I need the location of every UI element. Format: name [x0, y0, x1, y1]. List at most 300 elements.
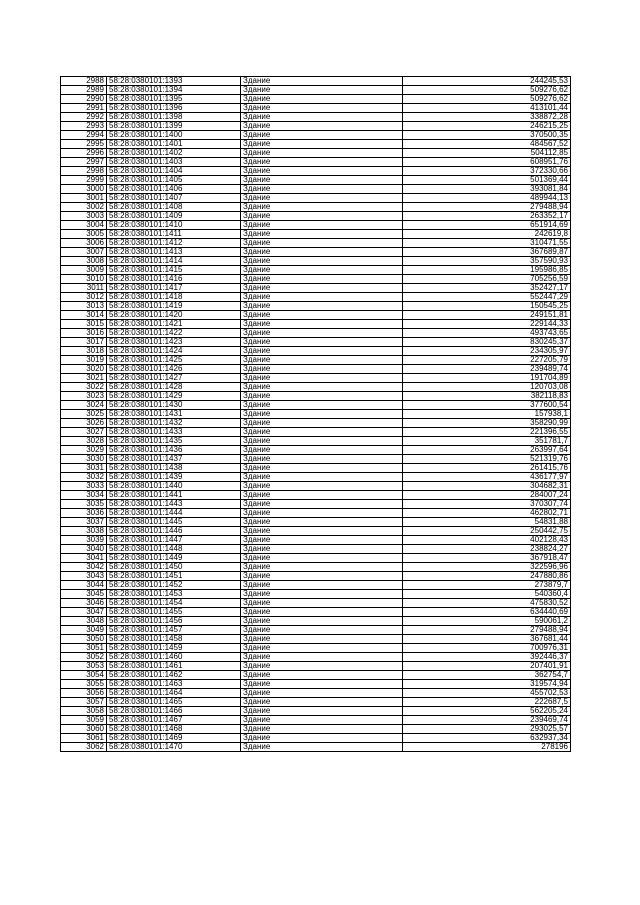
row-number-cell: 2989 — [61, 86, 107, 95]
object-type-cell: Здание — [241, 392, 403, 401]
cadastral-number-cell: 58:28:0380101:1466 — [107, 707, 241, 716]
cadastral-number-cell: 58:28:0380101:1449 — [107, 554, 241, 563]
cadastral-value-cell: 54831,88 — [403, 518, 571, 527]
row-number-cell: 3047 — [61, 608, 107, 617]
object-type-cell: Здание — [241, 77, 403, 86]
object-type-cell: Здание — [241, 284, 403, 293]
object-type-cell: Здание — [241, 410, 403, 419]
row-number-cell: 3040 — [61, 545, 107, 554]
table-row — [61, 644, 571, 653]
cadastral-number-cell: 58:28:0380101:1462 — [107, 671, 241, 680]
cadastral-value-cell: 157938,1 — [403, 410, 571, 419]
object-type-cell: Здание — [241, 563, 403, 572]
table-row — [61, 518, 571, 527]
table-row — [61, 320, 571, 329]
cadastral-value-cell: 504112,85 — [403, 149, 571, 158]
row-number-cell: 3012 — [61, 293, 107, 302]
row-number-cell: 3017 — [61, 338, 107, 347]
table-row — [61, 329, 571, 338]
row-number-cell: 3002 — [61, 203, 107, 212]
row-number-cell: 3031 — [61, 464, 107, 473]
row-number-cell: 3045 — [61, 590, 107, 599]
object-type-cell: Здание — [241, 86, 403, 95]
cadastral-value-cell: 489944,13 — [403, 194, 571, 203]
row-number-cell: 2998 — [61, 167, 107, 176]
table-row — [61, 698, 571, 707]
cadastral-number-cell: 58:28:0380101:1416 — [107, 275, 241, 284]
cadastral-number-cell: 58:28:0380101:1399 — [107, 122, 241, 131]
cadastral-number-cell: 58:28:0380101:1429 — [107, 392, 241, 401]
cadastral-number-cell: 58:28:0380101:1415 — [107, 266, 241, 275]
row-number-cell: 3009 — [61, 266, 107, 275]
object-type-cell: Здание — [241, 581, 403, 590]
table-row — [61, 716, 571, 725]
table-row — [61, 491, 571, 500]
table-row — [61, 689, 571, 698]
cadastral-number-cell: 58:28:0380101:1408 — [107, 203, 241, 212]
cadastral-number-cell: 58:28:0380101:1439 — [107, 473, 241, 482]
cadastral-value-cell: 246215,25 — [403, 122, 571, 131]
row-number-cell: 3011 — [61, 284, 107, 293]
table-row — [61, 122, 571, 131]
object-type-cell: Здание — [241, 437, 403, 446]
cadastral-number-cell: 58:28:0380101:1458 — [107, 635, 241, 644]
cadastral-value-cell: 357590,93 — [403, 257, 571, 266]
table-row — [61, 221, 571, 230]
cadastral-value-cell: 377600,54 — [403, 401, 571, 410]
cadastral-value-cell: 705256,59 — [403, 275, 571, 284]
table-row — [61, 572, 571, 581]
table-row — [61, 392, 571, 401]
cadastral-value-cell: 242619,8 — [403, 230, 571, 239]
cadastral-value-cell: 239489,74 — [403, 365, 571, 374]
cadastral-number-cell: 58:28:0380101:1437 — [107, 455, 241, 464]
cadastral-number-cell: 58:28:0380101:1403 — [107, 158, 241, 167]
cadastral-value-cell: 191704,89 — [403, 374, 571, 383]
cadastral-value-cell: 830245,37 — [403, 338, 571, 347]
table-row — [61, 365, 571, 374]
cadastral-value-cell: 250442,75 — [403, 527, 571, 536]
table-row — [61, 356, 571, 365]
table-row — [61, 554, 571, 563]
object-type-cell: Здание — [241, 185, 403, 194]
table-row — [61, 86, 571, 95]
object-type-cell: Здание — [241, 473, 403, 482]
table-row — [61, 707, 571, 716]
cadastral-number-cell: 58:28:0380101:1464 — [107, 689, 241, 698]
cadastral-number-cell: 58:28:0380101:1432 — [107, 419, 241, 428]
cadastral-value-cell: 370307,74 — [403, 500, 571, 509]
object-type-cell: Здание — [241, 518, 403, 527]
object-type-cell: Здание — [241, 689, 403, 698]
object-type-cell: Здание — [241, 680, 403, 689]
cadastral-number-cell: 58:28:0380101:1401 — [107, 140, 241, 149]
cadastral-value-cell: 484567,52 — [403, 140, 571, 149]
table-row — [61, 608, 571, 617]
cadastral-value-cell: 590061,2 — [403, 617, 571, 626]
row-number-cell: 3018 — [61, 347, 107, 356]
cadastral-number-cell: 58:28:0380101:1428 — [107, 383, 241, 392]
table-row — [61, 500, 571, 509]
object-type-cell: Здание — [241, 293, 403, 302]
row-number-cell: 3001 — [61, 194, 107, 203]
cadastral-number-cell: 58:28:0380101:1406 — [107, 185, 241, 194]
cadastral-value-cell: 367681,44 — [403, 635, 571, 644]
row-number-cell: 3057 — [61, 698, 107, 707]
object-type-cell: Здание — [241, 95, 403, 104]
table-row — [61, 590, 571, 599]
cadastral-number-cell: 58:28:0380101:1438 — [107, 464, 241, 473]
cadastral-value-cell: 229144,33 — [403, 320, 571, 329]
object-type-cell: Здание — [241, 455, 403, 464]
table-row — [61, 419, 571, 428]
row-number-cell: 3023 — [61, 392, 107, 401]
object-type-cell: Здание — [241, 194, 403, 203]
cadastral-number-cell: 58:28:0380101:1435 — [107, 437, 241, 446]
cadastral-number-cell: 58:28:0380101:1431 — [107, 410, 241, 419]
object-type-cell: Здание — [241, 635, 403, 644]
row-number-cell: 3062 — [61, 743, 107, 752]
table-row — [61, 194, 571, 203]
table-row — [61, 149, 571, 158]
cadastral-value-cell: 227205,79 — [403, 356, 571, 365]
row-number-cell: 3058 — [61, 707, 107, 716]
row-number-cell: 3046 — [61, 599, 107, 608]
table-row — [61, 446, 571, 455]
cadastral-value-cell: 221396,55 — [403, 428, 571, 437]
cadastral-number-cell: 58:28:0380101:1441 — [107, 491, 241, 500]
row-number-cell: 3013 — [61, 302, 107, 311]
table-row — [61, 455, 571, 464]
cadastral-number-cell: 58:28:0380101:1445 — [107, 518, 241, 527]
cadastral-number-cell: 58:28:0380101:1470 — [107, 743, 241, 752]
cadastral-number-cell: 58:28:0380101:1467 — [107, 716, 241, 725]
row-number-cell: 3005 — [61, 230, 107, 239]
cadastral-number-cell: 58:28:0380101:1394 — [107, 86, 241, 95]
table-row — [61, 401, 571, 410]
cadastral-value-cell: 362754,7 — [403, 671, 571, 680]
row-number-cell: 3050 — [61, 635, 107, 644]
cadastral-number-cell: 58:28:0380101:1457 — [107, 626, 241, 635]
table-row — [61, 653, 571, 662]
cadastral-number-cell: 58:28:0380101:1396 — [107, 104, 241, 113]
row-number-cell: 3010 — [61, 275, 107, 284]
table-row — [61, 437, 571, 446]
table-row — [61, 662, 571, 671]
row-number-cell: 3061 — [61, 734, 107, 743]
object-type-cell: Здание — [241, 329, 403, 338]
cadastral-number-cell: 58:28:0380101:1448 — [107, 545, 241, 554]
cadastral-number-cell: 58:28:0380101:1459 — [107, 644, 241, 653]
cadastral-value-cell: 552447,29 — [403, 293, 571, 302]
cadastral-number-cell: 58:28:0380101:1423 — [107, 338, 241, 347]
cadastral-number-cell: 58:28:0380101:1422 — [107, 329, 241, 338]
cadastral-number-cell: 58:28:0380101:1433 — [107, 428, 241, 437]
object-type-cell: Здание — [241, 572, 403, 581]
object-type-cell: Здание — [241, 302, 403, 311]
row-number-cell: 3007 — [61, 248, 107, 257]
cadastral-value-cell: 462802,71 — [403, 509, 571, 518]
cadastral-value-cell: 436177,97 — [403, 473, 571, 482]
row-number-cell: 3028 — [61, 437, 107, 446]
table-row — [61, 95, 571, 104]
row-number-cell: 3035 — [61, 500, 107, 509]
row-number-cell: 3020 — [61, 365, 107, 374]
table-row — [61, 635, 571, 644]
table-row — [61, 104, 571, 113]
object-type-cell: Здание — [241, 230, 403, 239]
cadastral-number-cell: 58:28:0380101:1409 — [107, 212, 241, 221]
object-type-cell: Здание — [241, 644, 403, 653]
cadastral-number-cell: 58:28:0380101:1469 — [107, 734, 241, 743]
object-type-cell: Здание — [241, 131, 403, 140]
cadastral-value-cell: 370500,35 — [403, 131, 571, 140]
cadastral-value-cell: 562205,24 — [403, 707, 571, 716]
row-number-cell: 3053 — [61, 662, 107, 671]
row-number-cell: 3052 — [61, 653, 107, 662]
cadastral-number-cell: 58:28:0380101:1413 — [107, 248, 241, 257]
cadastral-number-cell: 58:28:0380101:1400 — [107, 131, 241, 140]
row-number-cell: 2993 — [61, 122, 107, 131]
object-type-cell: Здание — [241, 338, 403, 347]
table-row — [61, 599, 571, 608]
cadastral-number-cell: 58:28:0380101:1404 — [107, 167, 241, 176]
cadastral-value-cell: 234305,97 — [403, 347, 571, 356]
table-row — [61, 464, 571, 473]
row-number-cell: 3043 — [61, 572, 107, 581]
object-type-cell: Здание — [241, 554, 403, 563]
cadastral-value-cell: 322596,96 — [403, 563, 571, 572]
table-row — [61, 743, 571, 752]
row-number-cell: 3060 — [61, 725, 107, 734]
table-row — [61, 581, 571, 590]
object-type-cell: Здание — [241, 257, 403, 266]
table-row — [61, 374, 571, 383]
object-type-cell: Здание — [241, 464, 403, 473]
object-type-cell: Здание — [241, 212, 403, 221]
row-number-cell: 2991 — [61, 104, 107, 113]
cadastral-number-cell: 58:28:0380101:1421 — [107, 320, 241, 329]
cadastral-number-cell: 58:28:0380101:1446 — [107, 527, 241, 536]
cadastral-number-cell: 58:28:0380101:1402 — [107, 149, 241, 158]
table-row — [61, 473, 571, 482]
table-row — [61, 275, 571, 284]
cadastral-value-cell: 319574,94 — [403, 680, 571, 689]
cadastral-value-cell: 608951,76 — [403, 158, 571, 167]
cadastral-value-cell: 249151,81 — [403, 311, 571, 320]
cadastral-value-cell: 278196 — [403, 743, 571, 752]
row-number-cell: 2994 — [61, 131, 107, 140]
cadastral-number-cell: 58:28:0380101:1417 — [107, 284, 241, 293]
cadastral-value-cell: 455702,53 — [403, 689, 571, 698]
table-row — [61, 545, 571, 554]
row-number-cell: 3039 — [61, 536, 107, 545]
cadastral-value-cell: 150545,25 — [403, 302, 571, 311]
cadastral-value-cell: 279488,94 — [403, 203, 571, 212]
cadastral-value-cell: 222687,5 — [403, 698, 571, 707]
table-row — [61, 140, 571, 149]
cadastral-value-cell: 382118,83 — [403, 392, 571, 401]
row-number-cell: 3026 — [61, 419, 107, 428]
object-type-cell: Здание — [241, 158, 403, 167]
cadastral-value-cell: 338872,28 — [403, 113, 571, 122]
cadastral-number-cell: 58:28:0380101:1427 — [107, 374, 241, 383]
cadastral-value-cell: 238824,27 — [403, 545, 571, 554]
registry-table-body — [61, 77, 571, 752]
object-type-cell: Здание — [241, 671, 403, 680]
row-number-cell: 3048 — [61, 617, 107, 626]
cadastral-number-cell: 58:28:0380101:1444 — [107, 509, 241, 518]
cadastral-value-cell: 413101,44 — [403, 104, 571, 113]
cadastral-number-cell: 58:28:0380101:1395 — [107, 95, 241, 104]
row-number-cell: 3008 — [61, 257, 107, 266]
row-number-cell: 3021 — [61, 374, 107, 383]
object-type-cell: Здание — [241, 716, 403, 725]
row-number-cell: 2990 — [61, 95, 107, 104]
cadastral-number-cell: 58:28:0380101:1412 — [107, 239, 241, 248]
table-row — [61, 428, 571, 437]
object-type-cell: Здание — [241, 491, 403, 500]
object-type-cell: Здание — [241, 482, 403, 491]
cadastral-value-cell: 501369,44 — [403, 176, 571, 185]
object-type-cell: Здание — [241, 626, 403, 635]
cadastral-value-cell: 651914,69 — [403, 221, 571, 230]
cadastral-value-cell: 351781,7 — [403, 437, 571, 446]
table-row — [61, 176, 571, 185]
table-row — [61, 167, 571, 176]
cadastral-value-cell: 632937,34 — [403, 734, 571, 743]
object-type-cell: Здание — [241, 365, 403, 374]
table-row — [61, 248, 571, 257]
object-type-cell: Здание — [241, 374, 403, 383]
row-number-cell: 3014 — [61, 311, 107, 320]
cadastral-number-cell: 58:28:0380101:1463 — [107, 680, 241, 689]
cadastral-value-cell: 634440,69 — [403, 608, 571, 617]
cadastral-number-cell: 58:28:0380101:1443 — [107, 500, 241, 509]
cadastral-value-cell: 509276,62 — [403, 86, 571, 95]
row-number-cell: 3056 — [61, 689, 107, 698]
row-number-cell: 3041 — [61, 554, 107, 563]
row-number-cell: 3024 — [61, 401, 107, 410]
table-row — [61, 113, 571, 122]
object-type-cell: Здание — [241, 383, 403, 392]
cadastral-number-cell: 58:28:0380101:1424 — [107, 347, 241, 356]
table-row — [61, 266, 571, 275]
table-row — [61, 239, 571, 248]
cadastral-value-cell: 367918,47 — [403, 554, 571, 563]
cadastral-value-cell: 284007,24 — [403, 491, 571, 500]
cadastral-number-cell: 58:28:0380101:1454 — [107, 599, 241, 608]
table-row — [61, 617, 571, 626]
cadastral-value-cell: 244245,53 — [403, 77, 571, 86]
object-type-cell: Здание — [241, 401, 403, 410]
row-number-cell: 3059 — [61, 716, 107, 725]
row-number-cell: 2999 — [61, 176, 107, 185]
row-number-cell: 3037 — [61, 518, 107, 527]
cadastral-value-cell: 293025,57 — [403, 725, 571, 734]
table-row — [61, 131, 571, 140]
object-type-cell: Здание — [241, 500, 403, 509]
row-number-cell: 3038 — [61, 527, 107, 536]
table-row — [61, 734, 571, 743]
row-number-cell: 3015 — [61, 320, 107, 329]
table-row — [61, 725, 571, 734]
cadastral-value-cell: 493743,65 — [403, 329, 571, 338]
object-type-cell: Здание — [241, 608, 403, 617]
cadastral-value-cell: 540360,4 — [403, 590, 571, 599]
cadastral-number-cell: 58:28:0380101:1425 — [107, 356, 241, 365]
cadastral-number-cell: 58:28:0380101:1456 — [107, 617, 241, 626]
cadastral-value-cell: 521319,76 — [403, 455, 571, 464]
cadastral-value-cell: 367689,87 — [403, 248, 571, 257]
row-number-cell: 3006 — [61, 239, 107, 248]
table-row — [61, 680, 571, 689]
cadastral-number-cell: 58:28:0380101:1411 — [107, 230, 241, 239]
object-type-cell: Здание — [241, 239, 403, 248]
cadastral-number-cell: 58:28:0380101:1398 — [107, 113, 241, 122]
cadastral-number-cell: 58:28:0380101:1451 — [107, 572, 241, 581]
object-type-cell: Здание — [241, 698, 403, 707]
object-type-cell: Здание — [241, 446, 403, 455]
row-number-cell: 3051 — [61, 644, 107, 653]
row-number-cell: 3036 — [61, 509, 107, 518]
object-type-cell: Здание — [241, 176, 403, 185]
cadastral-value-cell: 207401,91 — [403, 662, 571, 671]
object-type-cell: Здание — [241, 536, 403, 545]
cadastral-number-cell: 58:28:0380101:1468 — [107, 725, 241, 734]
table-row — [61, 626, 571, 635]
cadastral-number-cell: 58:28:0380101:1460 — [107, 653, 241, 662]
cadastral-number-cell: 58:28:0380101:1436 — [107, 446, 241, 455]
object-type-cell: Здание — [241, 509, 403, 518]
object-type-cell: Здание — [241, 743, 403, 752]
cadastral-value-cell: 402128,43 — [403, 536, 571, 545]
cadastral-value-cell: 263997,64 — [403, 446, 571, 455]
table-row — [61, 77, 571, 86]
object-type-cell: Здание — [241, 221, 403, 230]
object-type-cell: Здание — [241, 617, 403, 626]
object-type-cell: Здание — [241, 428, 403, 437]
cadastral-number-cell: 58:28:0380101:1430 — [107, 401, 241, 410]
row-number-cell: 3004 — [61, 221, 107, 230]
row-number-cell: 3042 — [61, 563, 107, 572]
cadastral-number-cell: 58:28:0380101:1465 — [107, 698, 241, 707]
table-row — [61, 230, 571, 239]
cadastral-value-cell: 261415,76 — [403, 464, 571, 473]
table-row — [61, 482, 571, 491]
table-row — [61, 185, 571, 194]
object-type-cell: Здание — [241, 653, 403, 662]
cadastral-value-cell: 700976,31 — [403, 644, 571, 653]
cadastral-value-cell: 509276,62 — [403, 95, 571, 104]
object-type-cell: Здание — [241, 167, 403, 176]
cadastral-number-cell: 58:28:0380101:1426 — [107, 365, 241, 374]
object-type-cell: Здание — [241, 140, 403, 149]
cadastral-number-cell: 58:28:0380101:1407 — [107, 194, 241, 203]
table-row — [61, 671, 571, 680]
cadastral-number-cell: 58:28:0380101:1414 — [107, 257, 241, 266]
table-row — [61, 527, 571, 536]
cadastral-value-cell: 310471,55 — [403, 239, 571, 248]
row-number-cell: 3000 — [61, 185, 107, 194]
cadastral-value-cell: 475830,52 — [403, 599, 571, 608]
table-row — [61, 284, 571, 293]
cadastral-number-cell: 58:28:0380101:1452 — [107, 581, 241, 590]
row-number-cell: 3033 — [61, 482, 107, 491]
object-type-cell: Здание — [241, 347, 403, 356]
object-type-cell: Здание — [241, 356, 403, 365]
object-type-cell: Здание — [241, 734, 403, 743]
